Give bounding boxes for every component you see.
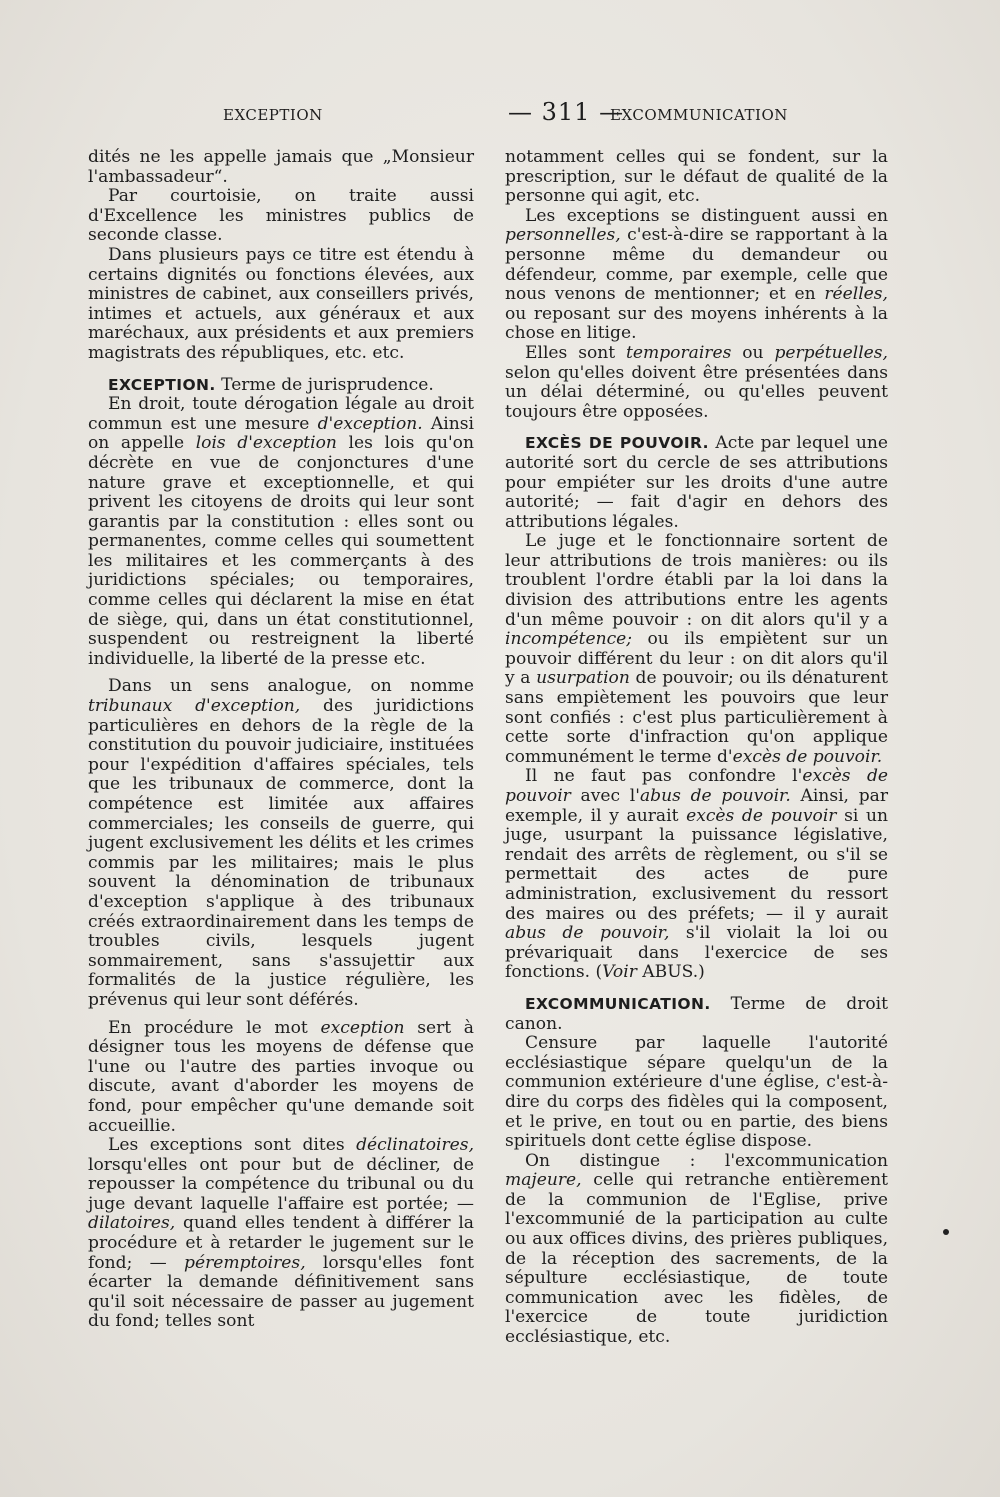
entry-heading: EXCÈS DE POUVOIR. Acte par lequel une autorité sort du cercle de ses attributions pour empiéter sur les droits d'une autre autorité; — fait d'agir en dehors des attributions légales.: [505, 433, 889, 532]
paragraph: Elles sont temporaires ou perpétuelles, selon qu'elles doivent être présentées dans un délai déterminé, ou qu'elles peuvent toujours être opposées.: [505, 342, 888, 422]
entry-term: EXCEPTION.: [108, 375, 216, 394]
paragraph: On distingue : l'excommunication majeure, celle qui retranche entièrement de la communion de l'Eglise, prive l'excommunié de la participation au culte ou aux offices divins, des prières publiques, de la réception des sacrements, de la sépulture ecclésiastique, de toute communication avec les fidèles, de l'exercice de toute juridiction ecclésiastique, etc.: [505, 1150, 888, 1348]
paragraph: Par courtoisie, on traite aussi d'Excellence les ministres publics de seconde classe.: [88, 186, 474, 246]
entry-heading: EXCEPTION. Terme de jurisprudence.: [108, 374, 434, 395]
paragraph: Les exceptions sont dites déclinatoires, lorsqu'elles ont pour but de décliner, de repousser la compétence du tribunal ou du juge devant laquelle l'affaire est portée; — dilatoires, quand elles tendent à différer la procédure et à retarder le jugement sur le fond; — péremptoires, lorsqu'elles font écarter la demande définitivement sans qu'il soit nécessaire de passer au jugement du fond; telles sont: [88, 1135, 475, 1332]
paragraph: dités ne les appelle jamais que „Monsieur l'ambassadeur“.: [88, 147, 474, 187]
running-header: [90, 98, 920, 128]
left-column: [88, 148, 474, 1332]
paragraph: Dans un sens analogue, on nomme tribunaux d'exception, des juridictions particulières en dehors de la règle de la constitution du pouvoir judiciaire, instituées pour l'expédition d'affaires spéciales, tels que les tribunaux de commerce, dont la compétence est limitée aux affaires commerciales; les conseils de guerre, qui jugent exclusivement les délits et les crimes commis par les militaires; mais le plus souvent la dénomination de tribunaux d'exception s'applique à des tribunaux créés extraordinairement dans les temps de troubles civils, lesquels jugent sommairement, sans s'assujettir aux formalités de la justice régulière, les prévenus qui leur sont déférés.: [88, 676, 474, 1010]
paragraph: En droit, toute dérogation légale au droit commun est une mesure d'exception. Ainsi on appelle lois d'exception les lois qu'on décrète en vue de conjonctures d'une nature grave et exceptionnelle, et qui privent les citoyens de droits qui leur sont garantis par la constitution : elles sont ou permanentes, comme celles qui soumettent les militaires et les commerçants à des juridictions spéciales; ou temporaires, comme celles qui déclarent la mise en état de siège, qui, dans un état constitutionnel, suspendent ou restreignent la liberté individuelle, la liberté de la presse etc.: [88, 394, 474, 669]
entry-term: EXCÈS DE POUVOIR.: [525, 434, 709, 453]
paragraph: Dans plusieurs pays ce titre est étendu à certains dignités ou fonctions élevées, aux ministres de cabinet, aux conseillers privés, intimes et actuels, aux généraux et aux maréchaux, aux présidents et aux premiers magistrats des républiques, etc. etc.: [88, 244, 474, 363]
paragraph: Le juge et le fonctionnaire sortent de leur attributions de trois manières: ou ils troublent l'ordre établi par la loi dans la division des attributions entre les agents d'un même pouvoir : on dit alors qu'il y a incompétence; ou ils empiètent sur un pouvoir différent du leur : on dit alors qu'il y a usurpation de pouvoir; ou ils dénaturent sans empiètement les pouvoirs que leur sont confiés : c'est plus particulièrement à cette sorte d'infraction qu'on applique communément le terme d'excès de pouvoir.: [505, 531, 888, 767]
paragraph: notamment celles qui se fondent, sur la prescription, sur le défaut de qualité de la personne qui agit, etc.: [505, 147, 888, 207]
entry-heading: EXCOMMUNICATION. Terme de droit canon.: [505, 993, 888, 1034]
right-column: [505, 148, 888, 1348]
paragraph: Il ne faut pas confondre l'excès de pouvoir avec l'abus de pouvoir. Ainsi, par exemple, il y aurait excès de pouvoir si un juge, usurpant la puissance législative, rendait des arrêts de règlement, ou s'il se permettait des actes de pure administration, exclusivement du ressort des maires ou des préfets; — il y aurait abus de pouvoir, s'il violait la loi ou prévariquait dans l'exercice de ses fonctions. (Voir ABUS.): [505, 766, 889, 983]
paragraph: En procédure le mot exception sert à désigner tous les moyens de défense que l'une ou l'autre des parties invoque ou discute, avant d'aborder les moyens de fond, pour empêcher qu'une demande soit accueillie.: [88, 1017, 474, 1136]
entry-term: EXCOMMUNICATION.: [525, 994, 711, 1013]
header-left-term: EXCEPTION: [223, 106, 323, 124]
margin-dot: [943, 1229, 949, 1235]
paragraph: Censure par laquelle l'autorité ecclésiastique sépare quelqu'un de la communion extérieure d'une église, c'est-à-dire du corps des fidèles qui la composent, et le prive, en tout ou en partie, des biens spirituels dont cette église dispose.: [505, 1033, 888, 1152]
header-right-term: EXCOMMUNICATION: [610, 106, 788, 124]
page-number: — 311 —: [508, 98, 625, 126]
paragraph: Les exceptions se distinguent aussi en personnelles, c'est-à-dire se rapportant à la personne même du demandeur ou défendeur, comme, par exemple, celle que nous venons de mentionner; et en réelles, ou reposant sur des moyens inhérents à la chose en litige.: [505, 205, 888, 344]
